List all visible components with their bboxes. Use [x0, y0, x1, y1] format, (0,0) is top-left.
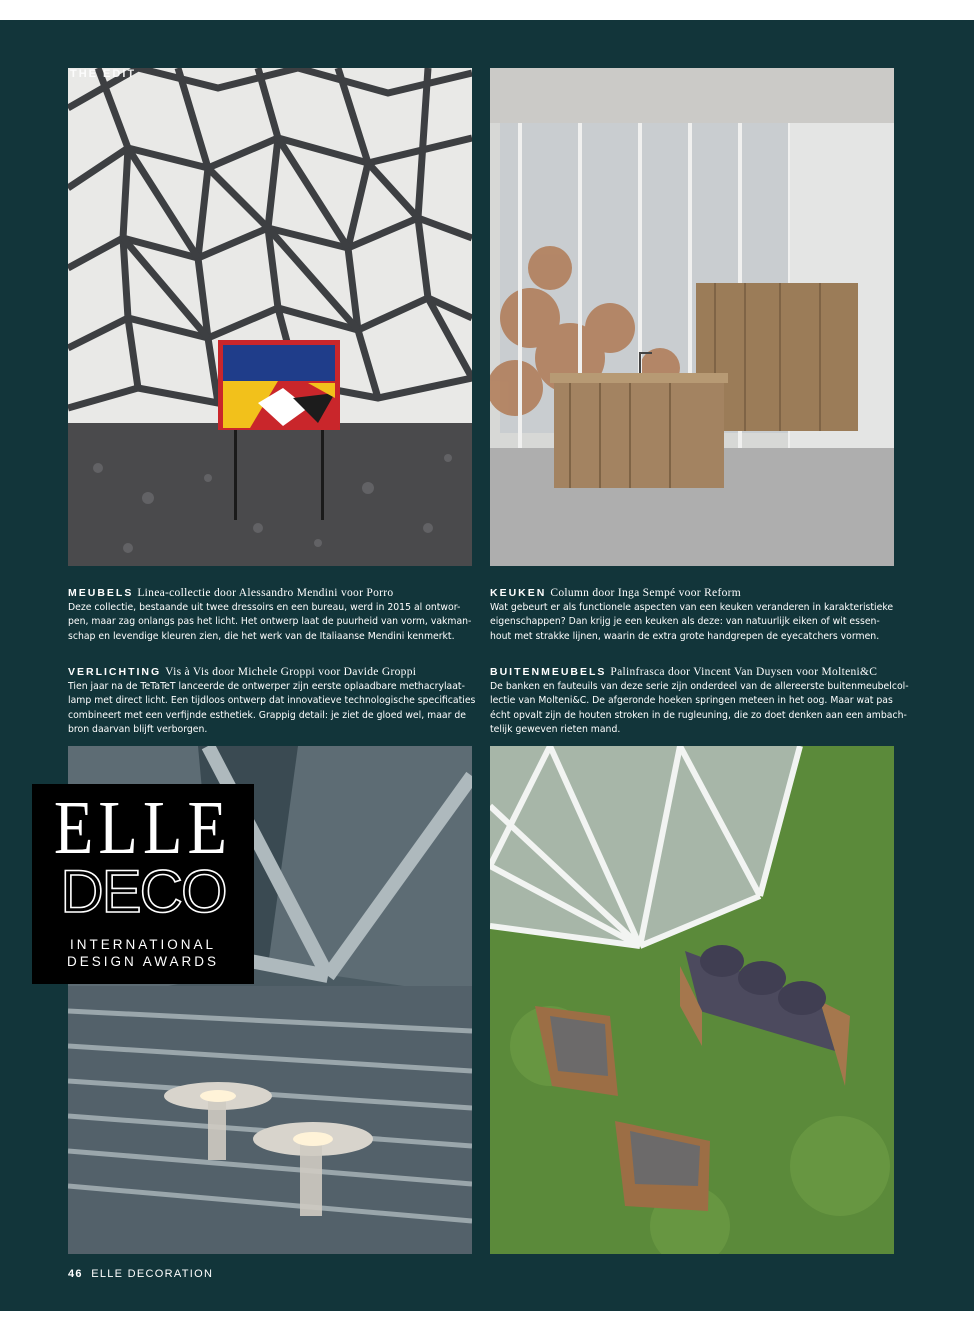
article-category: VERLICHTING — [68, 666, 162, 678]
photo-linea-sideboard — [68, 68, 472, 566]
article-title: Column door Inga Sempé voor Reform — [550, 587, 742, 599]
article-line: bron daarvan blijft verborgen. — [68, 723, 208, 735]
logo-deco: DECO — [60, 858, 226, 925]
article-line: schap en levendige kleuren zien, die het werk van de Italiaanse Mendini kenmerkt. — [68, 630, 455, 642]
article-line: Deze collectie, bestaande uit twee dressoirs en een bureau, werd in 2015 al ontwor- — [68, 602, 461, 613]
article-line: pen, maar zag onlangs pas het licht. Het ontwerp laat de puurheid van vorm, vakman- — [68, 616, 472, 628]
article-line: combineert met een verfijnde esthetiek. Grappig detail: je ziet de gloed wel, maar de — [68, 709, 466, 721]
article-title: Vis à Vis door Michele Groppi voor Davide Groppi — [165, 666, 417, 678]
article-line: eigenschappen? Dan krijg je een keuken als deze: van natuurlijk eiken of wit essen- — [490, 616, 880, 628]
article-title: Linea-collectie door Alessandro Mendini voor Porro — [137, 587, 394, 599]
article-verlichting — [68, 665, 478, 737]
section-tag: THE EDIT — [70, 68, 137, 80]
article-line: telijk geweven rieten mand. — [490, 723, 621, 735]
article-line: écht opvalt zijn de houten stroken in de rugleuning, die zo doet denken aan een ambach- — [490, 709, 907, 721]
article-line: De banken en fauteuils van deze serie zijn onderdeel van de allereerste buitenmeubelcol- — [490, 681, 909, 692]
page-folio — [68, 1268, 213, 1280]
article-title: Palinfrasca door Vincent Van Duysen voor Molteni&C — [610, 666, 878, 678]
logo-international: INTERNATIONAL — [69, 937, 216, 952]
magazine-name: ELLE DECORATION — [91, 1268, 214, 1280]
logo-design-awards: DESIGN AWARDS — [66, 954, 220, 969]
article-line: Wat gebeurt er als functionele aspecten van een keuken veranderen in karakteristieke — [490, 602, 894, 613]
magazine-page — [0, 20, 974, 1311]
article-keuken — [490, 586, 910, 644]
article-category: BUITENMEUBELS — [490, 666, 607, 678]
page-number: 46 — [68, 1268, 83, 1280]
article-line: lectie van Molteni&C. De afgeronde hoeken springen meteen in het oog. Maar wat pas — [490, 695, 893, 707]
article-category: MEUBELS — [68, 587, 134, 599]
photo-palinfrasca-furniture — [490, 746, 894, 1254]
article-line: Tien jaar na de TeTaTeT lanceerde de ontwerper zijn eerste oplaadbare methacrylaat- — [68, 681, 465, 692]
elle-deco-awards-logo — [32, 784, 254, 984]
logo-elle: ELLE — [53, 786, 233, 870]
article-meubels — [68, 586, 478, 644]
article-line: lamp met direct licht. Een tijdloos ontwerp dat innovatieve technologische specificaties — [68, 695, 476, 707]
article-buitenmeubels — [490, 665, 916, 737]
article-category: KEUKEN — [490, 587, 547, 599]
photo-column-kitchen — [490, 68, 894, 566]
article-line: hout met strakke lijnen, waarin de extra grote handgrepen de eyecatchers vormen. — [490, 630, 880, 642]
